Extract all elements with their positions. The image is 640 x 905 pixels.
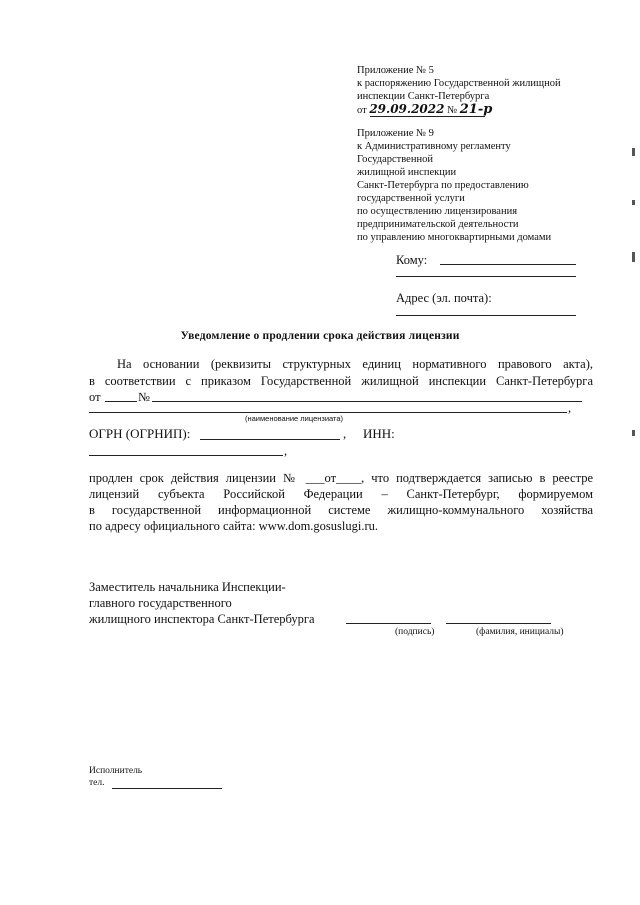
inn-comma: , xyxy=(284,444,288,458)
para1-line1: На основании (реквизиты структурных единиц нормативного правового акта), xyxy=(117,357,593,371)
ogrn-label: ОГРН (ОГРНИП): xyxy=(89,426,191,441)
ogrn-comma: , xyxy=(343,426,347,441)
number-label: № xyxy=(447,105,458,116)
phone-label: тел. xyxy=(89,778,105,788)
appendix9-line-5: государственной услуги xyxy=(357,193,465,204)
inn-label: ИНН: xyxy=(363,426,395,441)
para1-no-label: № xyxy=(138,390,150,404)
to-field-line xyxy=(440,264,576,265)
appendix9-line-2: Государственной xyxy=(357,154,433,165)
document-title: Уведомление о продлении срока действия лицензии xyxy=(180,330,460,342)
para1-from-label: от xyxy=(89,390,101,404)
name-initials-caption: (фамилия, инициалы) xyxy=(476,627,564,637)
phone-field-line xyxy=(112,788,222,789)
to-label: Кому: xyxy=(396,253,428,267)
licensee-name-line xyxy=(89,412,567,413)
name-initials-line xyxy=(446,623,551,624)
appendix5-line3: инспекции Санкт-Петербурга xyxy=(357,91,490,102)
order-number-line xyxy=(152,401,582,402)
order-date-line xyxy=(105,401,137,402)
para1-line2: в соответствии с приказом Государственной жилищной инспекции Санкт-Петербурга xyxy=(89,374,593,388)
licensee-caption: (наименование лицензиата) xyxy=(245,414,344,423)
appendix9-line-4: Санкт-Петербурга по предоставлению xyxy=(357,180,529,191)
handwritten-date: 29.09.2022 xyxy=(369,102,445,116)
appendix9-line-0: Приложение № 9 xyxy=(357,128,434,139)
signatory-line1: Заместитель начальника Инспекции- xyxy=(89,580,286,594)
to-field-line-2 xyxy=(396,276,576,277)
handwritten-number: 21-р xyxy=(459,102,493,117)
appendix9-line-8: по управлению многоквартирными домами xyxy=(357,232,552,243)
scan-mark xyxy=(632,252,635,262)
para2-line2: лицензий субъекта Российской Федерации – Санкт-Петербург, формируемом xyxy=(89,487,593,501)
address-field-line xyxy=(396,315,576,316)
inn-field-line xyxy=(89,455,283,456)
appendix9-line-3: жилищной инспекции xyxy=(357,167,457,178)
appendix5-line1: Приложение № 5 xyxy=(357,65,434,76)
appendix5-line2: к распоряжению Государственной жилищной xyxy=(357,78,561,89)
signature-caption: (подпись) xyxy=(395,627,435,637)
signatory-line3: жилищного инспектора Санкт-Петербурга xyxy=(89,612,315,626)
para2-line3: в государственной информационной системе жилищно-коммунального хозяйства xyxy=(89,503,593,517)
para2-line4: по адресу официального сайта: www.dom.gosuslugi.ru. xyxy=(89,519,379,533)
signature-line xyxy=(346,623,431,624)
scan-mark xyxy=(632,200,635,205)
address-label: Адрес (эл. почта): xyxy=(396,291,492,305)
scan-mark xyxy=(632,148,635,156)
signatory-line2: главного государственного xyxy=(89,596,232,610)
appendix9-line-6: по осуществлению лицензирования xyxy=(357,206,518,217)
scan-mark xyxy=(632,430,635,436)
para2-line1: продлен срок действия лицензии № ___от____, что подтверждается записью в реестре xyxy=(89,471,593,485)
date-underline xyxy=(370,116,485,117)
appendix9-line-1: к Административному регламенту xyxy=(357,141,511,152)
date-prefix: от xyxy=(357,105,367,116)
executor-label: Исполнитель xyxy=(89,766,143,776)
appendix9-line-7: предпринимательской деятельности xyxy=(357,219,519,230)
licensee-comma: , xyxy=(568,401,572,415)
ogrn-field-line xyxy=(200,439,340,440)
